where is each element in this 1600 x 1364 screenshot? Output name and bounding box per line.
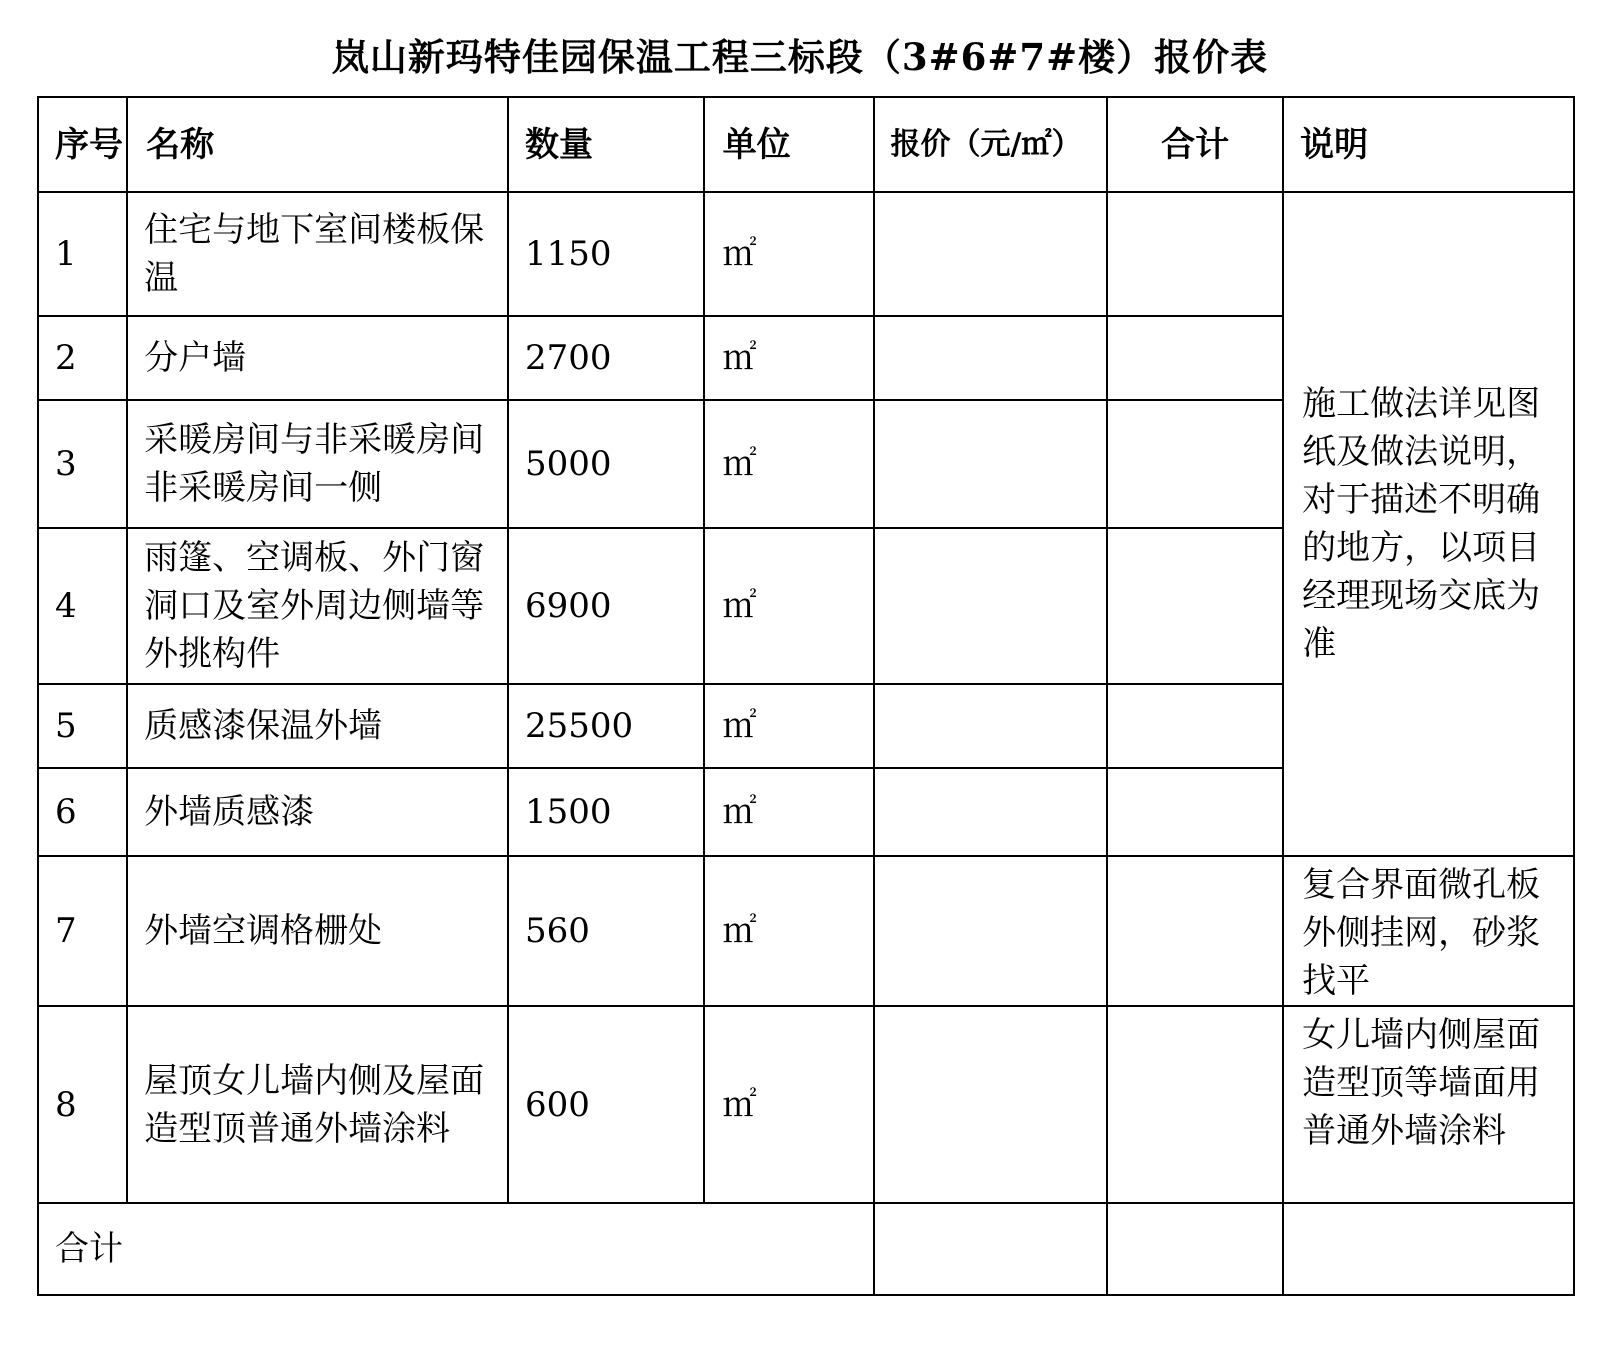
row-name: 屋顶女儿墙内侧及屋面造型顶普通外墙涂料 bbox=[127, 1006, 508, 1203]
row-seq: 4 bbox=[38, 528, 127, 684]
header-seq: 序号 bbox=[38, 97, 127, 192]
row-seq: 3 bbox=[38, 400, 127, 528]
row-unit: ㎡ bbox=[704, 684, 874, 768]
table-row bbox=[38, 1006, 1574, 1203]
row-price bbox=[874, 1006, 1107, 1203]
row-qty: 5000 bbox=[508, 400, 704, 528]
row-total bbox=[1107, 192, 1283, 316]
row-total bbox=[1107, 684, 1283, 768]
row-qty: 560 bbox=[508, 856, 704, 1006]
total-price bbox=[874, 1203, 1107, 1295]
total-sum bbox=[1107, 1203, 1283, 1295]
quote-table bbox=[37, 96, 1575, 1296]
row-qty: 1150 bbox=[508, 192, 704, 316]
row-seq: 1 bbox=[38, 192, 127, 316]
row-qty: 1500 bbox=[508, 768, 704, 856]
row-qty: 25500 bbox=[508, 684, 704, 768]
row-total bbox=[1107, 316, 1283, 400]
row-total bbox=[1107, 528, 1283, 684]
total-label: 合计 bbox=[38, 1203, 874, 1295]
row-seq: 7 bbox=[38, 856, 127, 1006]
row-price bbox=[874, 400, 1107, 528]
row-unit: ㎡ bbox=[704, 768, 874, 856]
header-name: 名称 bbox=[127, 97, 508, 192]
header-price: 报价（元/㎡） bbox=[874, 97, 1107, 192]
row-unit: ㎡ bbox=[704, 528, 874, 684]
row-name: 采暖房间与非采暖房间非采暖房间一侧 bbox=[127, 400, 508, 528]
total-note bbox=[1283, 1203, 1574, 1295]
document-title: 岚山新玛特佳园保温工程三标段（3#6#7#楼）报价表 bbox=[331, 35, 1269, 79]
row-price bbox=[874, 528, 1107, 684]
row-total bbox=[1107, 400, 1283, 528]
note-row-7: 复合界面微孔板外侧挂网，砂浆找平 bbox=[1283, 856, 1574, 1006]
row-total bbox=[1107, 1006, 1283, 1203]
total-row bbox=[38, 1203, 1574, 1295]
note-row-8: 女儿墙内侧屋面造型顶等墙面用普通外墙涂料 bbox=[1283, 1006, 1574, 1203]
row-price bbox=[874, 768, 1107, 856]
row-unit: ㎡ bbox=[704, 400, 874, 528]
row-qty: 600 bbox=[508, 1006, 704, 1203]
row-seq: 5 bbox=[38, 684, 127, 768]
row-unit: ㎡ bbox=[704, 856, 874, 1006]
row-qty: 6900 bbox=[508, 528, 704, 684]
row-price bbox=[874, 316, 1107, 400]
row-seq: 6 bbox=[38, 768, 127, 856]
row-price bbox=[874, 856, 1107, 1006]
row-name: 住宅与地下室间楼板保温 bbox=[127, 192, 508, 316]
row-name: 外墙空调格栅处 bbox=[127, 856, 508, 1006]
header-total: 合计 bbox=[1107, 97, 1283, 192]
table-row bbox=[38, 192, 1574, 316]
row-name: 雨篷、空调板、外门窗洞口及室外周边侧墙等外挑构件 bbox=[127, 528, 508, 684]
header-unit: 单位 bbox=[704, 97, 874, 192]
table-row bbox=[38, 856, 1574, 1006]
header-row bbox=[38, 97, 1574, 192]
row-name: 质感漆保温外墙 bbox=[127, 684, 508, 768]
row-unit: ㎡ bbox=[704, 316, 874, 400]
row-price bbox=[874, 192, 1107, 316]
header-note: 说明 bbox=[1283, 97, 1574, 192]
row-unit: ㎡ bbox=[704, 192, 874, 316]
row-unit: ㎡ bbox=[704, 1006, 874, 1203]
row-price bbox=[874, 684, 1107, 768]
header-qty: 数量 bbox=[508, 97, 704, 192]
row-qty: 2700 bbox=[508, 316, 704, 400]
row-total bbox=[1107, 768, 1283, 856]
row-total bbox=[1107, 856, 1283, 1006]
row-name: 分户墙 bbox=[127, 316, 508, 400]
row-seq: 2 bbox=[38, 316, 127, 400]
row-name: 外墙质感漆 bbox=[127, 768, 508, 856]
row-seq: 8 bbox=[38, 1006, 127, 1203]
note-rows-1-6: 施工做法详见图纸及做法说明，对于描述不明确的地方，以项目经理现场交底为准 bbox=[1283, 192, 1574, 856]
